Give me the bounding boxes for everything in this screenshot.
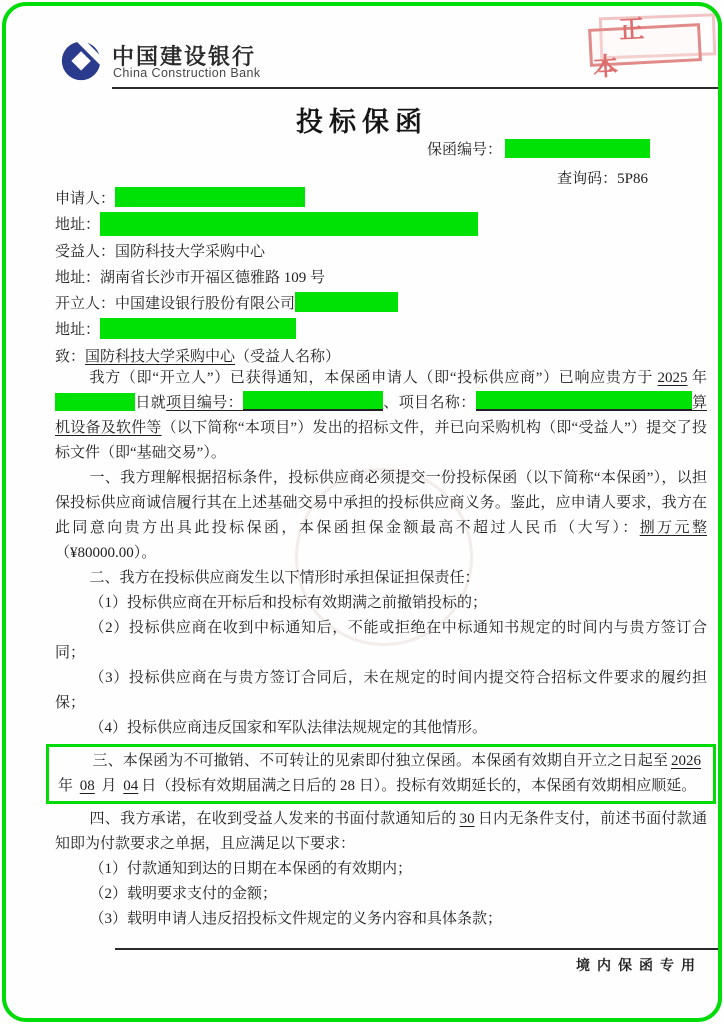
header-divider bbox=[112, 87, 718, 89]
expiry-day: 04 bbox=[123, 778, 139, 794]
intro-seg1: 我方（即“开立人”）已获得通知，本保函申请人（即“投标供应商”）已响应贵方于 bbox=[89, 370, 658, 386]
parties-block bbox=[55, 186, 706, 370]
footer-note: 境内保函专用 bbox=[576, 957, 702, 973]
applicant-redaction bbox=[115, 187, 305, 207]
query-code-value: 5P86 bbox=[617, 171, 648, 187]
salutation-name: 国防科技大学采购中心 bbox=[85, 348, 236, 365]
clause-4-item-1: （1）付款通知到达的日期在本保函的有效期内； bbox=[89, 861, 413, 877]
intro-seg3: 日就 bbox=[135, 395, 167, 411]
address2-value: 湖南省长沙市开福区德雅路 109 号 bbox=[100, 269, 326, 286]
footer-divider bbox=[115, 948, 718, 950]
expiry-year-unit: 年 bbox=[58, 778, 77, 794]
address2-label: 地址： bbox=[55, 269, 101, 286]
validity-clause-highlight-box bbox=[46, 744, 716, 804]
page-title: 投标保函 bbox=[296, 107, 428, 137]
document-body bbox=[55, 366, 707, 932]
payment-days: 30 bbox=[459, 811, 475, 827]
clause-2-heading: 二、我方在投标供应商发生以下情形时承担保证担保责任： bbox=[89, 570, 480, 586]
issuer-row bbox=[55, 291, 706, 317]
clause-3-paragraph bbox=[58, 749, 704, 799]
beneficiary-address-row bbox=[55, 265, 706, 291]
project-name-redaction bbox=[476, 391, 692, 411]
clause-1-paragraph bbox=[55, 466, 707, 566]
applicant-address-redaction bbox=[100, 212, 478, 236]
issuer-address-row bbox=[55, 317, 706, 343]
address3-label: 地址： bbox=[55, 322, 101, 339]
applicant-address-row bbox=[55, 212, 706, 238]
intro-seg2: 年 bbox=[687, 370, 707, 386]
clause-2-item-4: （4）投标供应商违反国家和军队法律法规规定的其他情形。 bbox=[89, 720, 488, 736]
guarantee-no-redaction bbox=[505, 139, 650, 158]
bid-date-redaction bbox=[55, 393, 135, 411]
clause4-seg1: 四、我方承诺，在收到受益人发来的书面付款通知后的 bbox=[89, 811, 457, 827]
ccb-logo-icon bbox=[60, 38, 104, 82]
bank-name-en: China Construction Bank bbox=[113, 66, 261, 80]
issuer-branch-redaction bbox=[295, 292, 398, 312]
clause-2-item-1: （1）投标供应商在开标后和投标有效期满之前撤销投标的； bbox=[89, 595, 488, 611]
intro-year: 2025 bbox=[657, 370, 688, 386]
clause1-text: 一、我方理解根据招标条件，投标供应商必须提交一份投标保函（以下简称“本保函”），以担保投标供应商诚信履行其在上述基础交易中承担的投标供应商义务。鉴此，应申请人要求，我方在此同意向贵方出具此投标保函，本保函担保金额最高不超过人民币（大写）： bbox=[55, 470, 707, 536]
applicant-row bbox=[55, 186, 706, 212]
expiry-year: 2026 bbox=[671, 753, 701, 769]
clause-2-item-2: （2）投标供应商在收到中标通知后，不能或拒绝在中标通知书规定的时间内与贵方签订合同； bbox=[55, 620, 707, 661]
project-no-label: 项目编号： bbox=[166, 395, 243, 411]
salutation-label: 致： bbox=[55, 348, 86, 365]
clause-2-item-3: （3）投标供应商在与贵方签订合同后，未在规定的时间内提交符合招标文件要求的履约担保； bbox=[55, 670, 707, 711]
project-name-tail: 算机设备及软件等 bbox=[55, 395, 707, 436]
clause3-seg1: 三、本保函为不可撤销、不可转让的见索即付独立保函。本保函有效期自开立之日起至 bbox=[92, 753, 668, 769]
issuer-address-redaction bbox=[100, 318, 296, 339]
clause-4-item-2: （2）载明要求支付的金额； bbox=[89, 886, 278, 902]
clause3-seg2: 日（投标有效期届满之日后的 28 日）。投标有效期延长的，本保函有效期相应顺延。 bbox=[141, 778, 697, 794]
salutation-suffix: （受益人名称） bbox=[235, 348, 341, 365]
address1-label: 地址： bbox=[55, 217, 101, 234]
original-stamp bbox=[588, 14, 702, 82]
query-code-row bbox=[557, 167, 648, 188]
guarantee-amount-figure: （¥80000.00）。 bbox=[55, 545, 157, 561]
guarantee-no-label: 保函编号： bbox=[426, 142, 502, 158]
issuer-label: 开立人： bbox=[55, 296, 116, 313]
expiry-month-unit: 月 bbox=[97, 778, 121, 794]
intro-seg5: （以下简称“本项目”）发出的招标文件，并已向采购机构（即“受益人”）提交了投标文件（即“基础交易”）。 bbox=[55, 420, 707, 461]
beneficiary-row bbox=[55, 239, 706, 265]
beneficiary-label: 受益人： bbox=[55, 243, 116, 260]
expiry-month: 08 bbox=[79, 778, 95, 794]
clause-4-item-3: （3）载明申请人违反招投标文件规定的义务内容和具体条款； bbox=[89, 911, 503, 927]
issuer-value: 中国建设银行股份有限公司 bbox=[115, 296, 296, 313]
beneficiary-value: 国防科技大学采购中心 bbox=[115, 243, 266, 260]
stamp-text: 正本 bbox=[588, 23, 702, 67]
bank-name-cn: 中国建设银行 bbox=[112, 44, 257, 69]
guarantee-amount-cn: 捌万元整 bbox=[639, 520, 707, 536]
project-name-label: 、项目名称： bbox=[382, 395, 476, 411]
guarantee-no-row bbox=[427, 138, 650, 159]
query-code-label: 查询码： bbox=[557, 171, 618, 187]
applicant-label: 申请人： bbox=[55, 191, 116, 207]
clause4-seg2: 日内无条件支付，前述书面付款通知即为付款要求之单据，且应满足以下要求： bbox=[55, 811, 707, 852]
project-no-redaction bbox=[243, 391, 383, 411]
intro-paragraph bbox=[55, 366, 707, 466]
clause-4-paragraph bbox=[55, 807, 707, 857]
